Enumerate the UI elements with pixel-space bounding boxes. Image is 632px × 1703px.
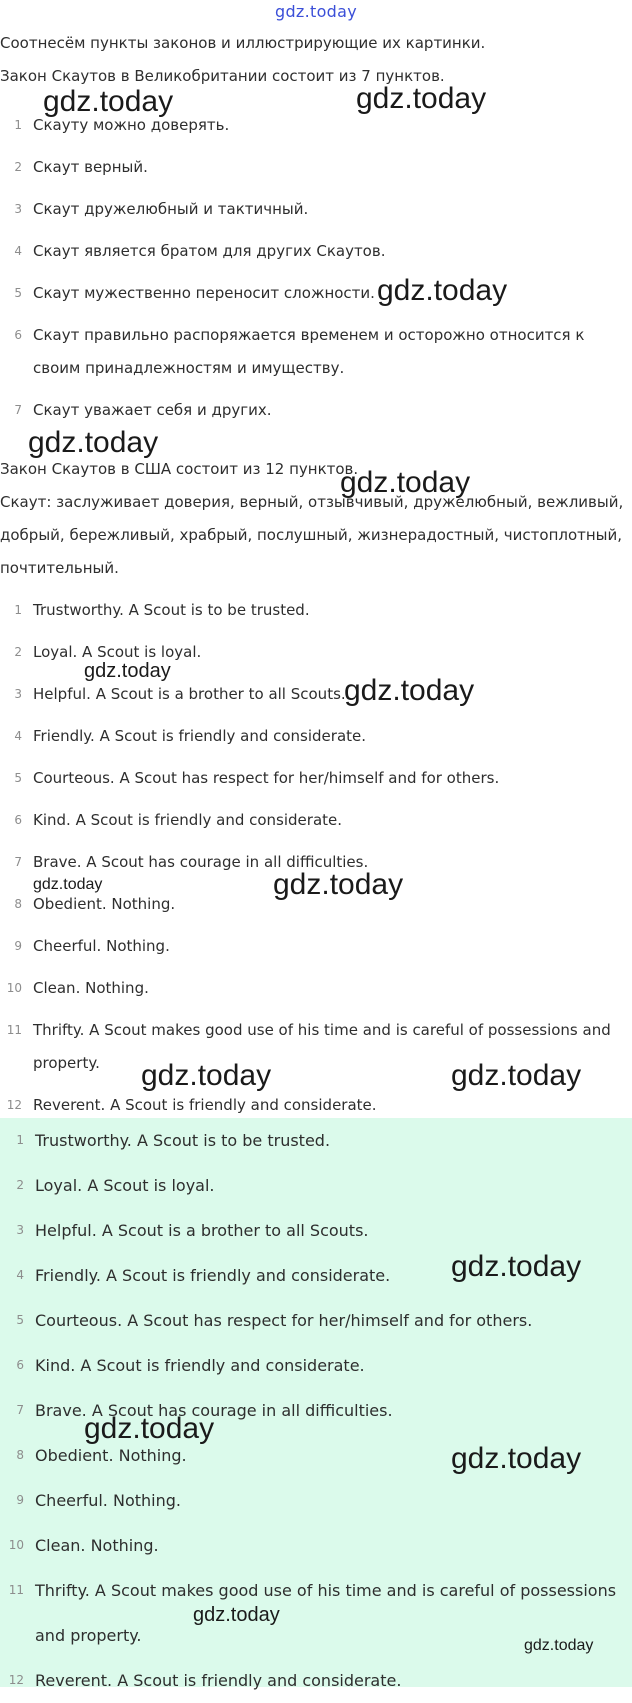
item-text: Loyal. A Scout is loyal. [33,643,202,661]
item-number: 3 [16,1223,24,1237]
item-text: Thrifty. A Scout makes good use of his time and is careful of possessions and property. [35,1581,617,1645]
item-number: 7 [14,403,22,417]
item-text: Скаут уважает себя и других. [33,401,272,419]
usa-intro-line-1: Закон Скаутов в США состоит из 12 пунктов. [0,460,359,478]
item-number: 5 [16,1313,24,1327]
usa-law-list [0,594,632,1122]
item-number: 1 [14,118,22,132]
item-text: Скаут правильно распоряжается временем и осторожно относится к своим принадлежностям и имуществу. [33,326,585,377]
watermark: gdz.today [340,466,471,499]
item-text: Kind. A Scout is friendly and considerate. [33,811,343,829]
list-item [0,636,632,669]
uk-law-list [0,109,632,427]
item-number: 9 [14,939,22,953]
item-text: Helpful. A Scout is a brother to all Scouts. [35,1221,369,1240]
item-text: Cheerful. Nothing. [33,937,170,955]
list-item [0,846,632,879]
list-item [0,319,632,385]
watermark: gdz.today [377,274,508,307]
item-text: Friendly. A Scout is friendly and considerate. [35,1266,391,1285]
watermark: gdz.today [84,1412,215,1445]
item-number: 2 [14,645,22,659]
site-link[interactable]: gdz.today [275,2,357,21]
item-number: 4 [14,244,22,258]
list-item [0,1523,632,1568]
item-number: 1 [14,603,22,617]
watermark: gdz.today [451,1442,582,1475]
list-item [0,277,632,310]
item-number: 7 [14,855,22,869]
item-text: Courteous. A Scout has respect for her/himself and for others. [33,769,500,787]
list-item [0,394,632,427]
item-number: 11 [8,1583,24,1597]
watermark: gdz.today [28,426,159,459]
item-number: 5 [14,286,22,300]
item-number: 2 [16,1178,24,1192]
watermark: gdz.today [451,1250,582,1283]
item-text: Trustworthy. A Scout is to be trusted. [35,1131,331,1150]
item-text: Clean. Nothing. [35,1536,159,1555]
list-item [0,594,632,627]
item-number: 2 [14,160,22,174]
list-item [0,804,632,837]
item-text: Brave. A Scout has courage in all difficulties. [35,1401,393,1420]
item-number: 9 [16,1493,24,1507]
item-number: 10 [8,1538,24,1552]
item-text: Reverent. A Scout is friendly and considerate. [35,1671,402,1690]
watermark: gdz.today [193,1604,280,1626]
item-text: Friendly. A Scout is friendly and considerate. [33,727,367,745]
item-text: Cheerful. Nothing. [35,1491,181,1510]
list-item [0,1388,632,1433]
item-number: 4 [16,1268,24,1282]
item-text: Courteous. A Scout has respect for her/himself and for others. [35,1311,533,1330]
list-item [0,972,632,1005]
list-item [0,151,632,184]
list-item [0,1658,632,1703]
watermark: gdz.today [524,1637,594,1654]
watermark: gdz.today [141,1059,272,1092]
list-item [0,930,632,963]
item-number: 8 [14,897,22,911]
intro-line-2: Закон Скаутов в Великобритании состоит из 7 пунктов. [0,67,445,85]
watermark: gdz.today [451,1059,582,1092]
list-item [0,1298,632,1343]
item-text: Скаут верный. [33,158,148,176]
list-item [0,762,632,795]
list-item [0,1433,632,1478]
list-item [0,193,632,226]
item-text: Helpful. A Scout is a brother to all Scouts. [33,685,346,703]
watermark: gdz.today [356,82,487,115]
item-number: 3 [14,687,22,701]
list-item [0,1253,632,1298]
item-number: 6 [16,1358,24,1372]
item-number: 12 [8,1673,24,1687]
answer-list [0,1118,632,1703]
item-text: Obedient. Nothing. [35,1446,187,1465]
item-text: Скаут мужественно переносит сложности. [33,284,375,302]
item-text: Clean. Nothing. [33,979,149,997]
item-number: 10 [6,981,22,995]
item-text: Reverent. A Scout is friendly and considerate. [33,1096,377,1114]
watermark: gdz.today [344,674,475,707]
list-item [0,1568,632,1658]
list-item [0,1014,632,1080]
item-number: 11 [6,1023,22,1037]
item-number: 1 [16,1133,24,1147]
item-number: 6 [14,813,22,827]
list-item [0,1343,632,1388]
item-text: Скаут дружелюбный и тактичный. [33,200,309,218]
intro-line-1: Соотнесём пункты законов и иллюстрирующие их картинки. [0,34,486,52]
item-text: Obedient. Nothing. [33,895,176,913]
item-text: Kind. A Scout is friendly and considerate. [35,1356,365,1375]
item-text: Loyal. A Scout is loyal. [35,1176,215,1195]
item-text: Thrifty. A Scout makes good use of his time and is careful of possessions and property. [33,1021,611,1072]
item-number: 3 [14,202,22,216]
list-item [0,1478,632,1523]
watermark: gdz.today [273,868,404,901]
item-number: 6 [14,328,22,342]
usa-intro-line-2: Скаут: заслуживает доверия, верный, отзывчивый, дружелюбный, вежливый, добрый, бережливый, храбрый, послушный, жизнерадостный, чистоплотный, почтительный. [0,493,624,577]
list-item [0,1118,632,1163]
watermark: gdz.today [43,85,174,118]
item-text: Brave. A Scout has courage in all difficulties. [33,853,369,871]
list-item [0,1163,632,1208]
watermark: gdz.today [84,660,171,682]
list-item [0,235,632,268]
list-item [0,109,632,142]
item-number: 8 [16,1448,24,1462]
item-number: 12 [6,1098,22,1112]
watermark: gdz.today [33,876,103,893]
list-item [0,678,632,711]
list-item [0,1208,632,1253]
item-text: Скаут является братом для других Скаутов. [33,242,386,260]
item-number: 4 [14,729,22,743]
list-item [0,888,632,921]
item-text: Trustworthy. A Scout is to be trusted. [33,601,310,619]
item-text: Скауту можно доверять. [33,116,230,134]
list-item [0,720,632,753]
answer-block [0,1118,632,1690]
item-number: 5 [14,771,22,785]
item-number: 7 [16,1403,24,1417]
